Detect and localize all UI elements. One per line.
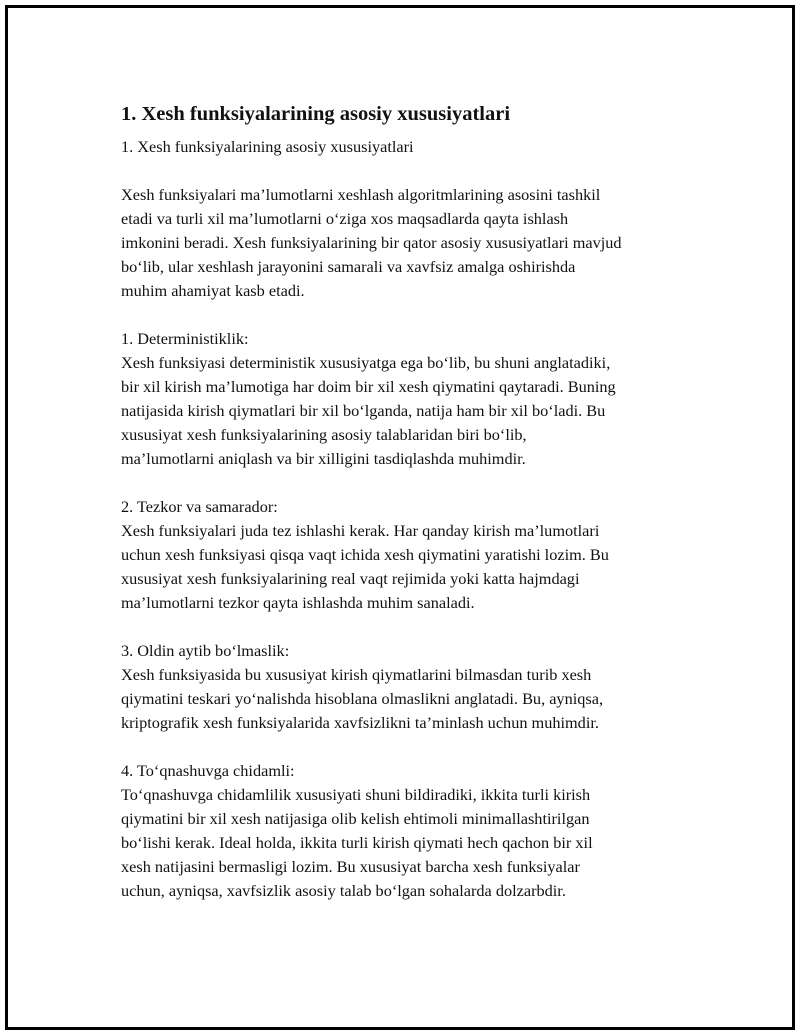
section-determinism bbox=[121, 327, 701, 471]
section-line: bir xil kirish ma’lumotiga har doim bir xil xesh qiymatini qaytaradi. Buning bbox=[121, 377, 616, 396]
section-line: Xesh funksiyalari juda tez ishlashi kerak. Har qanday kirish ma’lumotlari bbox=[121, 521, 600, 540]
section-line: natijasida kirish qiymatlari bir xil bo‘lganda, natija ham bir xil bo‘ladi. Bu bbox=[121, 401, 606, 420]
section-line: Xesh funksiyasi deterministik xususiyatga ega bo‘lib, bu shuni anglatadiki, bbox=[121, 353, 611, 372]
document-body bbox=[121, 100, 701, 903]
intro-line: imkonini beradi. Xesh funksiyalarining bir qator asosiy xususiyatlari mavjud bbox=[121, 233, 622, 252]
section-paragraph bbox=[121, 519, 701, 615]
section-line: uchun xesh funksiyasi qisqa vaqt ichida xesh qiymatini yaratishi lozim. Bu bbox=[121, 545, 609, 564]
intro-line: muhim ahamiyat kasb etadi. bbox=[121, 281, 305, 300]
section-line: bo‘lishi kerak. Ideal holda, ikkita turli kirish qiymati hech qachon bir xil bbox=[121, 833, 593, 852]
section-line: Xesh funksiyasida bu xususiyat kirish qiymatlarini bilmasdan turib xesh bbox=[121, 665, 592, 684]
intro-line: etadi va turli xil ma’lumotlarni o‘ziga xos maqsadlarda qayta ishlash bbox=[121, 209, 569, 228]
section-line: xususiyat xesh funksiyalarining asosiy talablaridan biri bo‘lib, bbox=[121, 425, 527, 444]
document-subtitle: 1. Xesh funksiyalarining asosiy xususiyatlari bbox=[121, 137, 414, 156]
section-heading: 2. Tezkor va samarador: bbox=[121, 497, 278, 516]
section-line: ma’lumotlarni tezkor qayta ishlashda muhim sanaladi. bbox=[121, 593, 475, 612]
section-speed bbox=[121, 495, 701, 615]
section-line: To‘qnashuvga chidamlilik xususiyati shuni bildiradiki, ikkita turli kirish bbox=[121, 785, 591, 804]
intro-line: Xesh funksiyalari ma’lumotlarni xeshlash algoritmlarining asosini tashkil bbox=[121, 185, 601, 204]
section-paragraph bbox=[121, 663, 701, 735]
section-line: ma’lumotlarni aniqlash va bir xilligini tasdiqlashda muhimdir. bbox=[121, 449, 526, 468]
section-paragraph bbox=[121, 783, 701, 903]
page-frame bbox=[5, 5, 795, 1030]
document-title: 1. Xesh funksiyalarining asosiy xususiyatlari bbox=[121, 103, 511, 125]
section-heading: 4. To‘qnashuvga chidamli: bbox=[121, 761, 295, 780]
section-preimage bbox=[121, 639, 701, 735]
section-line: qiymatini teskari yo‘nalishda hisoblana olmaslikni anglatadi. Bu, ayniqsa, bbox=[121, 689, 604, 708]
section-line: xesh natijasini bermasligi lozim. Bu xususiyat barcha xesh funksiyalar bbox=[121, 857, 580, 876]
section-line: qiymatini bir xil xesh natijasiga olib kelish ehtimoli minimallashtirilgan bbox=[121, 809, 590, 828]
intro-paragraph bbox=[121, 183, 701, 303]
section-line: uchun, ayniqsa, xavfsizlik asosiy talab bo‘lgan sohalarda dolzarbdir. bbox=[121, 881, 566, 900]
section-line: xususiyat xesh funksiyalarining real vaqt rejimida yoki katta hajmdagi bbox=[121, 569, 580, 588]
section-line: kriptografik xesh funksiyalarida xavfsizlikni ta’minlash uchun muhimdir. bbox=[121, 713, 599, 732]
section-heading: 3. Oldin aytib bo‘lmaslik: bbox=[121, 641, 290, 660]
section-paragraph bbox=[121, 351, 701, 471]
intro-line: bo‘lib, ular xeshlash jarayonini samarali va xavfsiz amalga oshirishda bbox=[121, 257, 576, 276]
section-heading: 1. Deterministiklik: bbox=[121, 329, 249, 348]
section-collision bbox=[121, 759, 701, 903]
